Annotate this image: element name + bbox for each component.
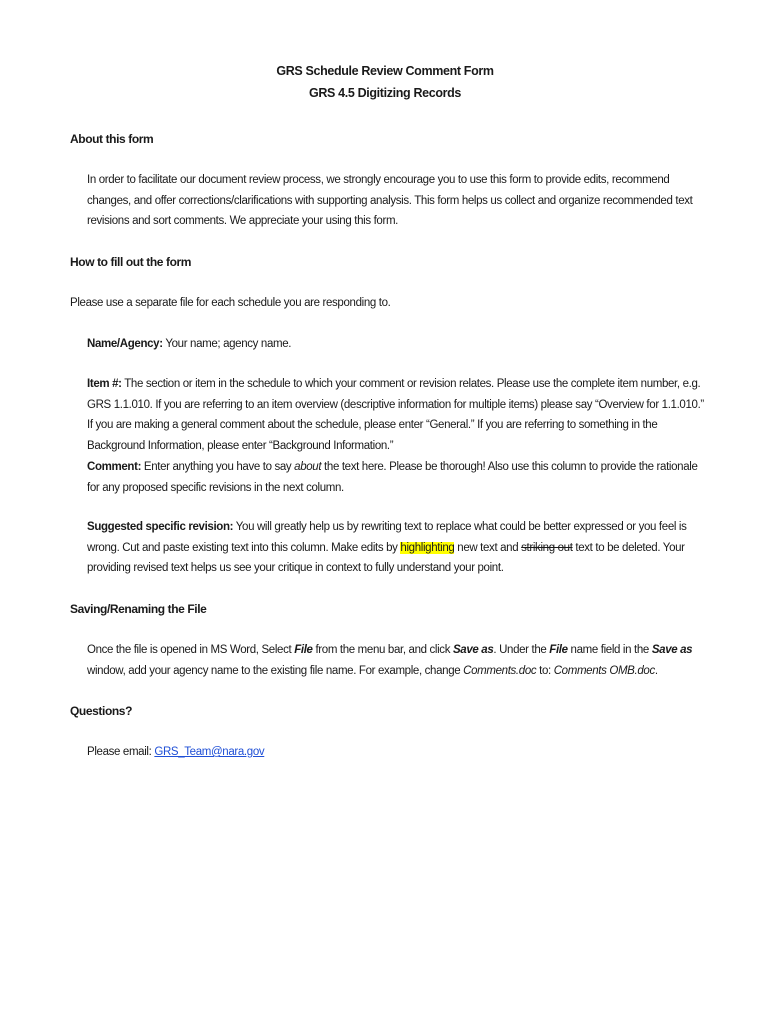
saving-text: Once the file is opened in MS Word, Select	[87, 644, 295, 656]
saving-text-3: . Under the	[493, 644, 550, 656]
item-number-paragraph	[87, 374, 707, 456]
suggested-revision-text-3: text to be deleted. Your providing revised text helps us see your critique in context to fully understand your point.	[87, 541, 685, 574]
saving-paragraph	[87, 640, 707, 681]
about-heading: About this form	[70, 132, 154, 146]
example-new-filename: Comments OMB.doc	[553, 664, 655, 677]
comment-text: Enter anything you have to say	[141, 461, 295, 473]
saving-text-7: .	[654, 664, 658, 677]
suggested-revision-text: You will greatly help us by rewriting text to replace what could be better expressed or you feel is wrong. Cut and paste existing text into this column. Make edits by	[87, 521, 687, 554]
questions-paragraph	[87, 742, 707, 763]
save-as-emphasis: Save as	[452, 644, 494, 656]
suggested-revision-paragraph	[87, 517, 707, 579]
name-agency-text: Your name; agency name.	[162, 338, 292, 350]
file-name-emphasis: File	[549, 644, 568, 656]
file-menu-emphasis: File	[294, 644, 313, 656]
about-paragraph: In order to facilitate our document review process, we strongly encourage you to use this form to provide edits, recommend changes, and offer corrections/clarifications with supporting analysis. This form helps us collect and organize recommended text revisions and sort comments. We appreciate your using this form.	[87, 174, 693, 227]
saving-heading: Saving/Renaming the File	[70, 602, 207, 616]
questions-text: Please email:	[87, 746, 155, 758]
email-link[interactable]: GRS_Team@nara.gov	[154, 746, 265, 758]
item-number-label: Item #:	[87, 378, 122, 390]
saving-text-6: to:	[536, 664, 554, 677]
form-title: GRS Schedule Review Comment Form	[276, 64, 494, 78]
save-as-window-emphasis: Save as	[651, 644, 693, 656]
saving-text-2: from the menu bar, and click	[312, 644, 453, 656]
highlight-example: highlighting	[400, 541, 455, 554]
name-agency-label: Name/Agency:	[87, 338, 163, 350]
suggested-revision-label: Suggested specific revision:	[87, 521, 234, 533]
saving-text-4: name field in the	[567, 644, 652, 656]
form-subtitle: GRS 4.5 Digitizing Records	[308, 86, 462, 100]
how-to-intro: Please use a separate file for each schedule you are responding to.	[70, 297, 391, 309]
comment-label: Comment:	[87, 461, 142, 473]
example-filename: Comments.doc	[463, 664, 537, 677]
comment-text-continued: the text here. Please be thorough! Also use this column to provide the rationale for any proposed specific revisions in the next column.	[87, 461, 698, 494]
name-agency-paragraph	[87, 334, 707, 355]
comment-paragraph	[87, 457, 707, 498]
strikeout-example: striking out	[521, 541, 573, 554]
comment-about-emphasis: about	[294, 461, 322, 473]
suggested-revision-text-2: new text and	[454, 541, 522, 554]
how-to-heading: How to fill out the form	[70, 255, 192, 269]
saving-text-5: window, add your agency name to the existing file name. For example, change	[87, 664, 464, 677]
item-number-text: The section or item in the schedule to which your comment or revision relates. Please use the complete item number, e.g. GRS 1.1.010. If you are referring to an item overview (descriptive information for multiple items) please say “Overview for 1.1.010.” If you are making a general comment about the schedule, please enter “General.” If you are referring to something in the Background Information, please enter “Background Information.”	[87, 378, 704, 452]
questions-heading: Questions?	[70, 704, 133, 718]
